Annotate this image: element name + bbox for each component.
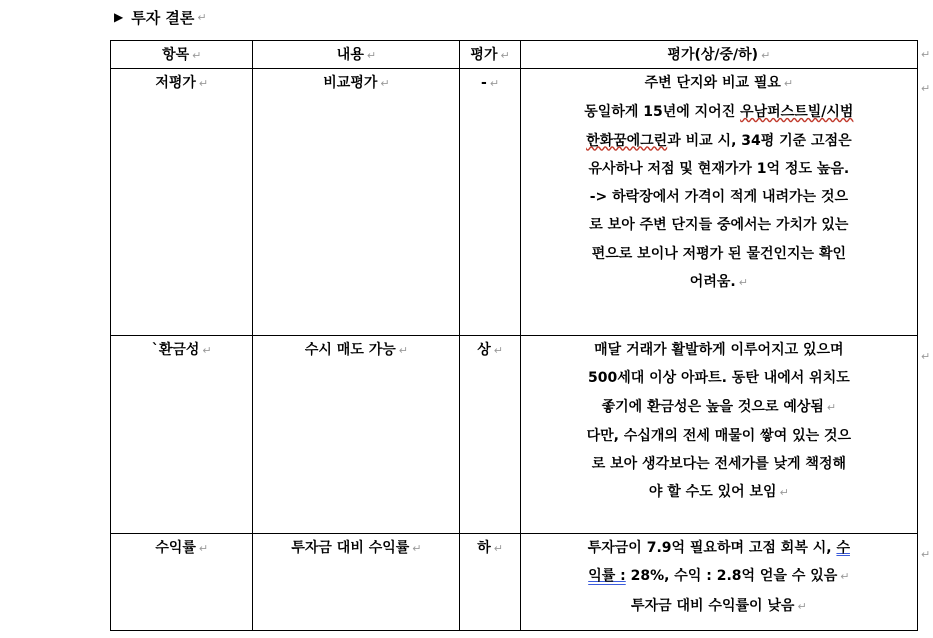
- row-end-mark-icon: ↵: [921, 350, 931, 363]
- triangle-bullet-icon: ▶: [114, 10, 124, 24]
- cell-grade[interactable]: 상↵: [460, 336, 520, 534]
- row-end-mark-icon: ↵: [921, 548, 931, 561]
- table-row: [111, 336, 918, 534]
- header-item[interactable]: 항목↵: [111, 41, 253, 69]
- header-content[interactable]: 내용↵: [253, 41, 460, 69]
- table-row: [111, 69, 918, 336]
- cell-grade[interactable]: -↵: [460, 69, 520, 336]
- cell-item[interactable]: `환금성↵: [111, 336, 253, 534]
- section-title: 투자 결론: [131, 8, 195, 27]
- cell-detail[interactable]: 투자금이 7.9억 필요하며 고점 회복 시, 수 익률 : 28%, 수익 : 2.8억 얻을 수 있음↵ 투자금 대비 수익률이 낮음↵: [520, 534, 917, 631]
- cell-grade[interactable]: 하↵: [460, 534, 520, 631]
- cell-content[interactable]: 투자금 대비 수익률↵: [253, 534, 460, 631]
- header-grade[interactable]: 평가↵: [460, 41, 520, 69]
- paragraph-mark-icon: [197, 11, 206, 24]
- conclusion-table: [110, 40, 918, 631]
- cell-content[interactable]: 수시 매도 가능↵: [253, 336, 460, 534]
- section-heading: [114, 4, 207, 30]
- cell-detail[interactable]: 주변 단지와 비교 필요↵ 동일하게 15년에 지어진 우남퍼스트빌/시범 한화꿈에그린과 비교 시, 34평 기준 고점은 유사하나 저점 및 현재가가 1억 정도 높음. -> 하락장에서 가격이 적게 내려가는 것으 로 보아 주변 단지들 중에서는 가치가 있는 편으로 보이나 저평가 된 물건인지는 확인 어려움.↵: [520, 69, 917, 336]
- header-grade-scale[interactable]: 평가(상/중/하)↵: [520, 41, 917, 69]
- table-header-row: [111, 41, 918, 69]
- cell-item[interactable]: 저평가↵: [111, 69, 253, 336]
- cell-detail[interactable]: 매달 거래가 활발하게 이루어지고 있으며 500세대 이상 아파트. 동탄 내에서 위치도 좋기에 환금성은 높을 것으로 예상됨↵ 다만, 수십개의 전세 매물이 쌓여 있는 것으 로 보아 생각보다는 전세가를 낮게 책정해 야 할 수도 있어 보임↵: [520, 336, 917, 534]
- row-end-mark-icon: ↵: [921, 48, 931, 61]
- table-row: [111, 534, 918, 631]
- cell-item[interactable]: 수익률↵: [111, 534, 253, 631]
- row-end-mark-icon: ↵: [921, 82, 931, 95]
- cell-content[interactable]: 비교평가↵: [253, 69, 460, 336]
